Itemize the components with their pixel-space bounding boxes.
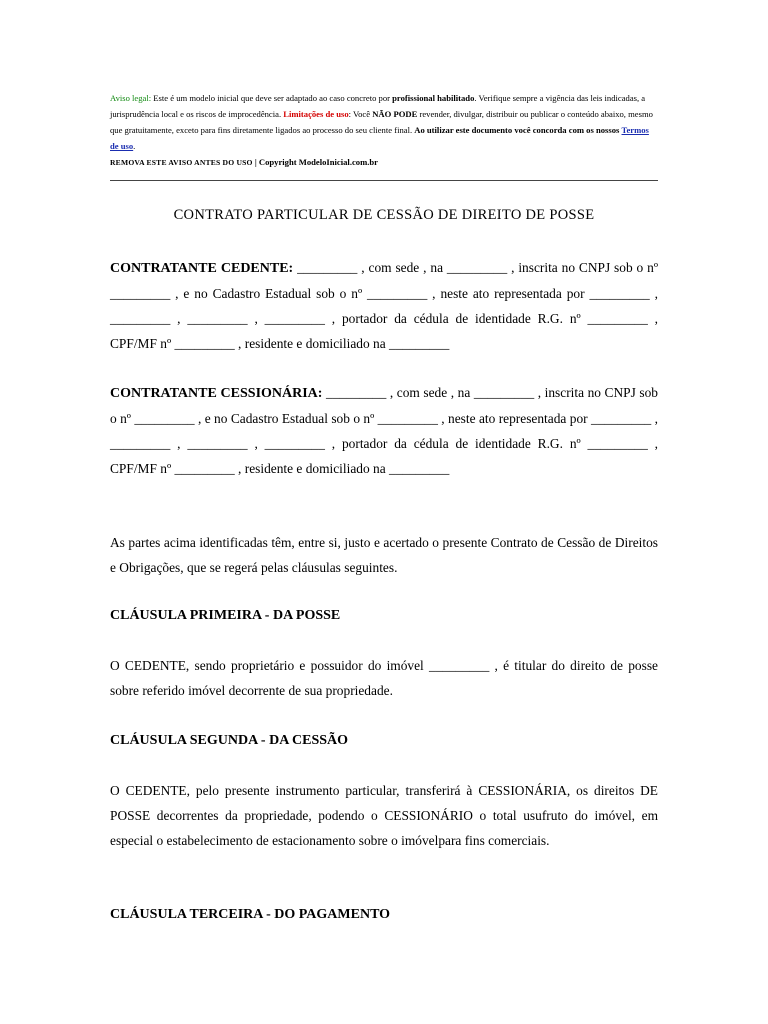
intro-paragraph: As partes acima identificadas têm, entre si, justo e acertado o presente Contrato de Cessão de Direitos e Obrigações, que se regerá pelas cláusulas seguintes. [110, 535, 658, 575]
notice-limitations-label: Limitações de uso [283, 109, 349, 119]
clausula-segunda-text: O CEDENTE, pelo presente instrumento particular, transferirá à CESSIONÁRIA, os direitos DE POSSE decorrentes da propriedade, podendo o CESSIONÁRIO o total usufruto do imóvel, em especial o estabelecimento de estacionamento sobre o imóvelpara fins comerciais. [110, 783, 658, 848]
notice-nao-pode: NÃO PODE [372, 109, 418, 119]
notice-text-4: revender, divulgar, distribuir ou publicar o conteúdo abaixo, mesmo que gratuitamente, exceto para fins diretamente ligados ao processo do seu cliente final. [110, 109, 653, 135]
clausula-primeira-text: O CEDENTE, sendo proprietário e possuidor do imóvel _________ , é titular do direito de posse sobre referido imóvel decorrente de sua propriedade. [110, 658, 658, 698]
clausula-terceira-title: CLÁUSULA TERCEIRA - DO PAGAMENTO [110, 907, 391, 922]
cessionaria-paragraph [110, 380, 658, 481]
cedente-label: CONTRATANTE CEDENTE: [110, 261, 294, 276]
legal-notice [110, 90, 658, 171]
terms-of-use-link[interactable]: Termos de uso [110, 125, 649, 151]
notice-professional: profissional habilitado [392, 93, 475, 103]
notice-text-1: Este é um modelo inicial que deve ser adaptado ao caso concreto por [151, 93, 393, 103]
notice-remove: REMOVA ESTE AVISO ANTES DO USO [110, 158, 253, 167]
horizontal-divider [110, 180, 658, 181]
notice-dot: . [133, 141, 136, 151]
notice-label: Aviso legal: [110, 93, 152, 103]
cedente-text: _________ , com sede , na _________ , inscrita no CNPJ sob o nº _________ , e no Cadastro Estadual sob o nº _________ , neste ato representada por _________ , _________ , _________ , _________ , portador da cédula de identidade R.G. nº _________ , CPF/MF nº _________ , residente e domiciliado na _________ [110, 260, 658, 351]
clausula-primeira-title: CLÁUSULA PRIMEIRA - DA POSSE [110, 608, 341, 623]
notice-copyright: | Copyright ModeloInicial.com.br [252, 157, 378, 167]
cessionaria-text: _________ , com sede , na _________ , inscrita no CNPJ sob o nº _________ , e no Cadastro Estadual sob o nº _________ , neste ato representada por _________ , _________ , _________ , _________ , portador da cédula de identidade R.G. nº _________ , CPF/MF nº _________ , residente e domiciliado na _________ [110, 385, 658, 476]
cessionaria-label: CONTRATANTE CESSIONÁRIA: [110, 386, 323, 401]
notice-agree: Ao utilizar este documento você concorda com os nossos [414, 125, 620, 135]
document-title: CONTRATO PARTICULAR DE CESSÃO DE DIREITO DE POSSE [173, 207, 595, 223]
notice-text-2: . Verifique sempre a vigência das leis indicadas, a jurisprudência local e os riscos de improcedência. [110, 93, 646, 119]
cedente-paragraph [110, 255, 658, 356]
clausula-segunda-title: CLÁUSULA SEGUNDA - DA CESSÃO [110, 733, 349, 748]
notice-text-3: : Você [348, 109, 373, 119]
